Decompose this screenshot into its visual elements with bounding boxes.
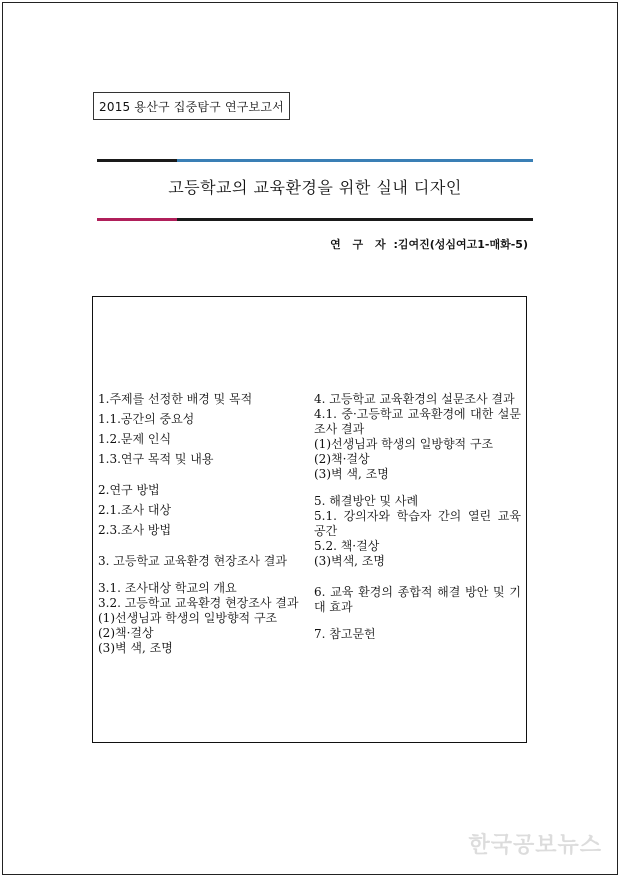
toc-item: 4.1. 중·고등학교 교육환경에 대한 설문조사 결과 xyxy=(314,407,521,436)
toc-item: 3.1. 조사대상 학교의 개요 xyxy=(98,581,237,595)
report-series-label xyxy=(93,92,290,120)
bottom-rule-dark xyxy=(177,218,533,221)
author-name: 김여진(성심여고1-매화-5) xyxy=(397,238,528,251)
toc-item: 6. 교육 환경의 종합적 해결 방안 및 기대 효과 xyxy=(314,585,521,614)
author-line xyxy=(330,236,528,252)
toc-item: (3)벽색, 조명 xyxy=(314,554,385,568)
toc-item: 2.3.조사 방법 xyxy=(98,523,172,537)
toc-item: (2)책·걸상 xyxy=(98,626,154,640)
toc-item: (1)선생님과 학생의 일방향적 구조 xyxy=(98,611,278,625)
toc-item: (1)선생님과 학생의 일방향적 구조 xyxy=(314,437,494,451)
report-series-text: 2015 용산구 집중탐구 연구보고서 xyxy=(99,99,284,114)
toc-item: 1.1.공간의 중요성 xyxy=(98,412,195,426)
toc-item: 1.3.연구 목적 및 내용 xyxy=(98,452,214,466)
toc-item: (2)책·걸상 xyxy=(314,452,370,466)
toc-item: 2.1.조사 대상 xyxy=(98,503,172,517)
toc-item: (3)벽 색, 조명 xyxy=(98,641,173,655)
toc-item: 3.2. 고등학교 교육환경 현장조사 결과 xyxy=(98,596,299,610)
toc-item: 1.2.문제 인식 xyxy=(98,432,172,446)
top-rule-blue xyxy=(177,159,533,162)
toc-item: 5.1. 강의자와 학습자 간의 열린 교육 공간 xyxy=(314,509,521,538)
toc-item: 2.연구 방법 xyxy=(98,483,160,497)
author-separator: : xyxy=(393,238,398,251)
toc-item: (3)벽 색, 조명 xyxy=(314,467,389,481)
toc-right-column xyxy=(314,392,521,642)
toc-item: 5.2. 책·걸상 xyxy=(314,539,380,553)
toc-left-column xyxy=(98,392,308,656)
top-rule-dark xyxy=(97,159,177,162)
toc-item: 3. 고등학교 교육환경 현장조사 결과 xyxy=(98,554,287,568)
author-label: 연 구 자 xyxy=(330,238,390,251)
document-title: 고등학교의 교육환경을 위한 실내 디자인 xyxy=(168,178,462,197)
toc-item: 1.주제를 선정한 배경 및 목적 xyxy=(98,392,253,406)
toc-item: 7. 참고문헌 xyxy=(314,627,376,641)
toc-item: 5. 해결방안 및 사례 xyxy=(314,494,419,508)
bottom-rule-accent xyxy=(97,218,177,221)
publisher-watermark: 한국공보뉴스 xyxy=(468,833,602,858)
toc-item: 4. 고등학교 교육환경의 설문조사 결과 xyxy=(314,392,515,406)
